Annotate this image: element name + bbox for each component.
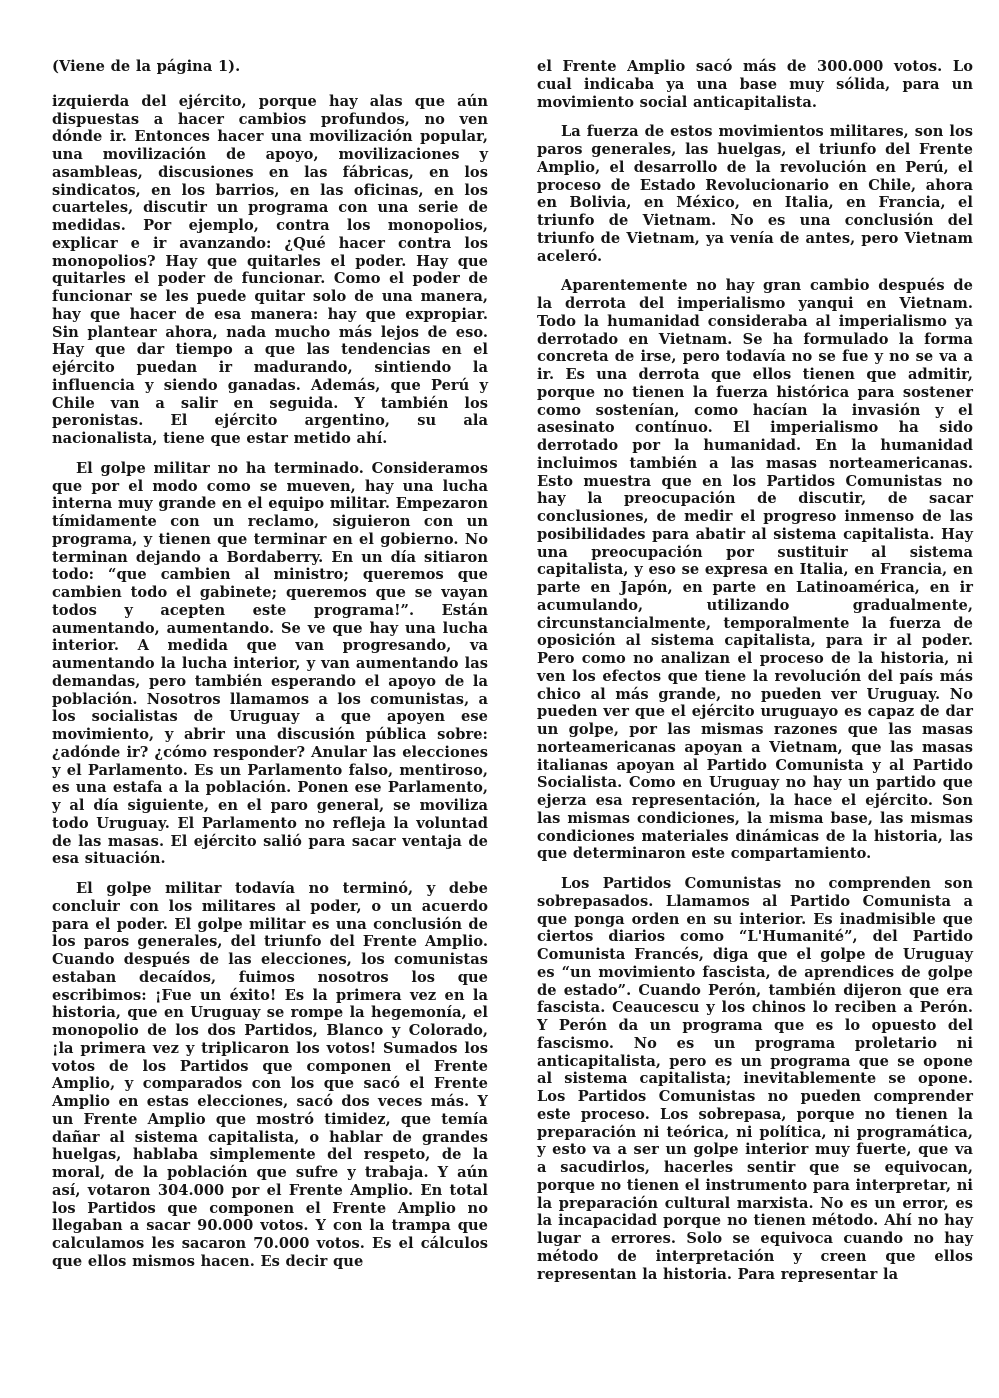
left-column: [52, 58, 488, 1283]
continuation-header: (Viene de la página 1).: [52, 58, 241, 75]
right-paragraph-3: Aparentemente no hay gran cambio después de la derrota del imperialismo yanqui en Vietnam. Todo la humanidad consideraba al imperialismo ya derrotado en Vietnam. Se ha formulado la forma concreta de irse, pero todavía no se fue y no se va a ir. Es una derrota que ellos tienen que admitir, porque no tienen la fuerza histórica para sostener como sostenían, como hacían la invasión y el asesinato contínuo. El imperialismo ha sido derrotado por la humanidad. En la humanidad incluimos también a las masas norteamericanas. Esto muestra que en los Partidos Comunistas no hay la preocupación de discutir, de sacar conclusiones, de medir el progreso inmenso de las posibilidades para abatir al sistema capitalista. Hay una preocupación por sustituir al sistema capitalista, y eso se expresa en Italia, en Francia, en parte en Japón, en parte en Latinoamérica, en ir acumulando, utilizando gradualmente, circunstancialmente, temporalmente la fuerza de oposición al sistema capitalista, para ir al poder. Pero como no analizan el proceso de la historia, ni ven los efectos que tiene la revolución del país más chico al más grande, no pueden ver Uruguay. No pueden ver que el ejército uruguayo es capaz de dar un golpe, por las mismas razones que las masas norteamericanas apoyan a Vietnam, que las masas italianas apoyan al Partido Comunista y al Partido Socialista. Como en Uruguay no hay un partido que ejerza esa representación, la hace el ejército. Son las mismas condiciones, la misma base, las mismas condiciones materiales dinámicas de la historia, las que determinaron este compartamiento.: [537, 277, 973, 863]
right-paragraph-4: Los Partidos Comunistas no comprenden son sobrepasados. Llamamos al Partido Comunista a que ponga orden en su interior. Es inadmisible que ciertos diarios como “L'Humanité”, del Partido Comunista Francés, diga que el golpe de Uruguay es “un movimiento fascista, de aprendices de golpe de estado”. Cuando Perón, también dijeron que era fascista. Ceaucescu y los chinos lo reciben a Perón. Y Perón da un programa que es lo opuesto del fascismo. No es un programa proletario ni anticapitalista, pero es un programa que se opone al sistema capitalista; inevitablemente se opone. Los Partidos Comunistas no pueden comprender este proceso. Los sobrepasa, porque no tienen la preparación ni teórica, ni política, ni programática, y esto va a ser un golpe interior muy fuerte, que va a sacudirlos, hacerles sentir que se equivocan, porque no tienen el instrumento para interpretar, ni la preparación cultural marxista. No es un error, es la incapacidad porque no tienen método. Ahí no hay lugar a errores. Solo se equivoca cuando no hay método de interpretación y creen que ellos representan la historia. Para representar la: [537, 875, 973, 1283]
right-column: [537, 58, 973, 1283]
left-paragraph-1: izquierda del ejército, porque hay alas que aún dispuestas a hacer cambios profundos, no ven dónde ir. Entonces hacer una movilización popular, una movilización de apoyo, movilizaciones y asambleas, discusiones en las fábricas, en los sindicatos, en los barrios, en las oficinas, en los cuarteles, discutir un programa con una serie de medidas. Por ejemplo, contra los monopolios, explicar e ir avanzando: ¿Qué hacer contra los monopolios? Hay que quitarles el poder. Hay que quitarles el poder de funcionar. Como el poder de funcionar se les puede quitar solo de una manera, hay que hacer de esa manera: hay que expropiar. Sin plantear ahora, nada mucho más lejos de eso. Hay que dar tiempo a que las tendencias en el ejército puedan ir madurando, sintiendo la influencia y siendo ganadas. Además, que Perú y Chile van a salir en seguida. Y también los peronistas. El ejército argentino, su ala nacionalista, tiene que estar metido ahí.: [52, 92, 488, 447]
article-columns: [52, 58, 973, 1283]
right-paragraph-2: La fuerza de estos movimientos militares, son los paros generales, las huelgas, el triunfo del Frente Amplio, el desarrollo de la revolución en Perú, el proceso de Estado Revolucionario en Chile, ahora en Bolivia, en México, en Italia, en Francia, el triunfo de Vietnam. No es una conclusión del triunfo de Vietnam, ya venía de antes, pero Vietnam aceleró.: [537, 123, 973, 265]
left-paragraph-3: El golpe militar todavía no terminó, y debe concluir con los militares al poder, o un acuerdo para el poder. El golpe militar es una conclusión de los paros generales, del triunfo del Frente Amplio. Cuando después de las elecciones, los comunistas estaban decaídos, fuimos nosotros los que escribimos: ¡Fue un éxito! Es la primera vez en la historia, que en Uruguay se rompe la hegemonía, el monopolio de los dos Partidos, Blanco y Colorado, ¡la primera vez y triplicaron los votos! Sumados los votos de los Partidos que componen el Frente Amplio, y comparados con los que sacó el Frente Amplio en estas elecciones, sacó dos veces más. Y un Frente Amplio que mostró timidez, que temía dañar al sistema capitalista, o hablar de grandes huelgas, hablaba simplemente del respeto, de la moral, de la población que sufre y trabaja. Y aún así, votaron 304.000 por el Frente Amplio. En total los Partidos que componen el Frente Amplio no llegaban a sacar 90.000 votos. Y con la trampa que calculamos les sacaron 70.000 votos. Es el cálculos que ellos mismos hacen. Es decir que: [52, 880, 488, 1270]
right-paragraph-1: el Frente Amplio sacó más de 300.000 votos. Lo cual indicaba ya una base muy sólida, para un movimiento social anticapitalista.: [537, 58, 973, 111]
left-paragraph-2: El golpe militar no ha terminado. Consideramos que por el modo como se mueven, hay una lucha interna muy grande en el equipo militar. Empezaron tímidamente con un reclamo, siguieron con un programa, y tienen que terminar en el gobierno. No terminan dejando a Bordaberry. En un día sitiaron todo: “que cambien al ministro; queremos que cambien todo el gabinete; queremos que se vayan todos y acepten este programa!”. Están aumentando, aumentando. Se ve que hay una lucha interior. A medida que van progresando, va aumentando la lucha interior, y van aumentando las demandas, pero también esperando el apoyo de la población. Nosotros llamamos a los comunistas, a los socialistas de Uruguay a que apoyen ese movimiento, y abrir una discusión pública sobre: ¿adónde ir? ¿cómo responder? Anular las elecciones y el Parlamento. Es un Parlamento falso, mentiroso, es una estafa a la población. Ponen ese Parlamento, y al día siguiente, en el paro general, se moviliza todo Uruguay. El Parlamento no refleja la voluntad de las masas. El ejército salió para sacar ventaja de esa situación.: [52, 459, 488, 868]
